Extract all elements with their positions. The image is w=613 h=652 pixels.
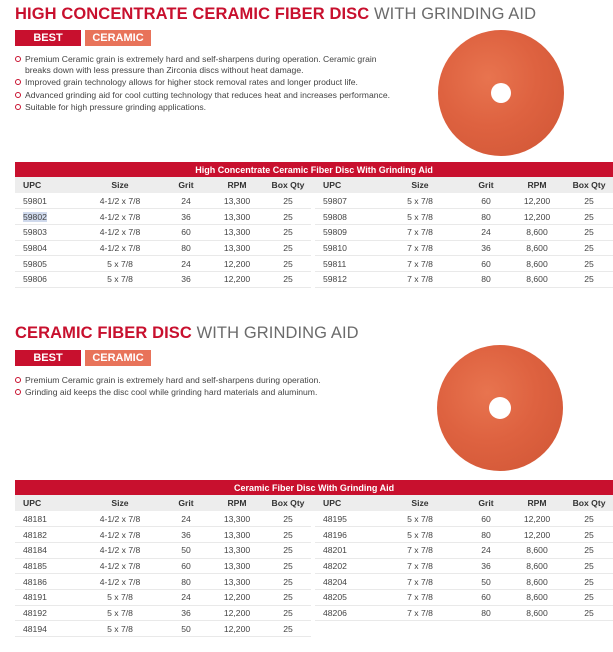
cell-size: 4-1/2 x 7/8	[77, 240, 163, 256]
cell-rpm: 12,200	[209, 621, 265, 637]
table-row	[15, 209, 613, 225]
cell-box-qty: 25	[265, 240, 311, 256]
cell-upc	[15, 209, 77, 225]
fiber-disc-image	[437, 345, 563, 471]
cell-rpm: 13,300	[209, 224, 265, 240]
table-header-row	[15, 177, 613, 193]
cell-size: 7 x 7/8	[377, 240, 463, 256]
cell-size: 7 x 7/8	[377, 574, 463, 590]
empty-cell	[509, 621, 565, 637]
bullet-icon	[15, 56, 21, 62]
cell-box-qty: 25	[265, 542, 311, 558]
feature-item: Improved grain technology allows for higher stock removal rates and longer product life.	[15, 77, 395, 88]
cell-size: 5 x 7/8	[377, 209, 463, 225]
table-row	[15, 605, 613, 621]
empty-cell	[463, 621, 509, 637]
badge-row	[15, 350, 151, 366]
badge-ceramic: CERAMIC	[85, 350, 151, 366]
col-size: Size	[377, 177, 463, 193]
cell-box-qty: 25	[565, 511, 613, 527]
table-header-row	[15, 495, 613, 511]
cell-grit: 60	[463, 193, 509, 209]
feature-item: Premium Ceramic grain is extremely hard and self-sharpens during operation.	[15, 375, 395, 386]
cell-size: 7 x 7/8	[377, 224, 463, 240]
cell-box-qty: 25	[565, 209, 613, 225]
cell-rpm: 12,200	[209, 256, 265, 272]
col-grit: Grit	[463, 177, 509, 193]
table-row	[15, 542, 613, 558]
bullet-icon	[15, 79, 21, 85]
cell-rpm: 8,600	[509, 542, 565, 558]
cell-box-qty: 25	[265, 574, 311, 590]
cell-grit: 80	[463, 271, 509, 287]
cell-upc: 48185	[15, 558, 77, 574]
cell-upc: 59807	[315, 193, 377, 209]
cell-box-qty: 25	[565, 605, 613, 621]
cell-upc: 48195	[315, 511, 377, 527]
cell-grit: 80	[463, 527, 509, 543]
cell-grit: 80	[463, 605, 509, 621]
cell-box-qty: 25	[565, 574, 613, 590]
cell-rpm: 12,200	[509, 209, 565, 225]
table-row	[15, 621, 613, 637]
empty-cell	[377, 621, 463, 637]
cell-grit: 60	[163, 558, 209, 574]
feature-item: Grinding aid keeps the disc cool while grinding hard materials and aluminum.	[15, 387, 395, 398]
cell-size: 7 x 7/8	[377, 589, 463, 605]
cell-size: 5 x 7/8	[77, 605, 163, 621]
table-row	[15, 574, 613, 590]
cell-grit: 24	[463, 224, 509, 240]
badge-row	[15, 30, 151, 46]
cell-size: 4-1/2 x 7/8	[77, 542, 163, 558]
cell-box-qty: 25	[565, 271, 613, 287]
cell-size: 5 x 7/8	[377, 511, 463, 527]
table-row	[15, 193, 613, 209]
cell-size: 5 x 7/8	[77, 256, 163, 272]
title-main: HIGH CONCENTRATE CERAMIC FIBER DISC	[15, 5, 370, 23]
bullet-icon	[15, 377, 21, 383]
col-box-qty: Box Qty	[265, 495, 311, 511]
cell-upc: 48201	[315, 542, 377, 558]
col-grit: Grit	[163, 495, 209, 511]
cell-grit: 60	[463, 511, 509, 527]
cell-size: 4-1/2 x 7/8	[77, 527, 163, 543]
table-row	[15, 271, 613, 287]
cell-box-qty: 25	[565, 558, 613, 574]
cell-box-qty: 25	[565, 256, 613, 272]
cell-grit: 36	[163, 271, 209, 287]
cell-upc: 48186	[15, 574, 77, 590]
col-rpm: RPM	[209, 495, 265, 511]
cell-grit: 80	[163, 240, 209, 256]
col-box-qty: Box Qty	[565, 495, 613, 511]
selected-text-highlight: 59802	[23, 211, 47, 222]
disc-center-hole	[491, 83, 511, 103]
cell-upc: 59812	[315, 271, 377, 287]
cell-upc: 48196	[315, 527, 377, 543]
cell-size: 4-1/2 x 7/8	[77, 209, 163, 225]
cell-grit: 24	[163, 511, 209, 527]
cell-upc: 48184	[15, 542, 77, 558]
cell-upc: 48192	[15, 605, 77, 621]
cell-box-qty: 25	[265, 621, 311, 637]
cell-grit: 80	[463, 209, 509, 225]
col-box-qty: Box Qty	[265, 177, 311, 193]
col-grit: Grit	[463, 495, 509, 511]
cell-box-qty: 25	[565, 193, 613, 209]
cell-grit: 60	[163, 224, 209, 240]
feature-list	[15, 54, 395, 114]
cell-grit: 24	[163, 193, 209, 209]
cell-upc: 48182	[15, 527, 77, 543]
cell-grit: 80	[163, 574, 209, 590]
cell-grit: 24	[463, 542, 509, 558]
cell-size: 7 x 7/8	[377, 605, 463, 621]
cell-grit: 60	[463, 256, 509, 272]
cell-upc: 59803	[15, 224, 77, 240]
cell-rpm: 12,200	[209, 271, 265, 287]
cell-box-qty: 25	[265, 224, 311, 240]
cell-size: 4-1/2 x 7/8	[77, 193, 163, 209]
col-box-qty: Box Qty	[565, 177, 613, 193]
cell-rpm: 8,600	[509, 558, 565, 574]
badge-ceramic: CERAMIC	[85, 30, 151, 46]
cell-box-qty: 25	[265, 605, 311, 621]
cell-size: 4-1/2 x 7/8	[77, 574, 163, 590]
cell-upc: 59804	[15, 240, 77, 256]
cell-rpm: 13,300	[209, 542, 265, 558]
cell-rpm: 12,200	[509, 511, 565, 527]
cell-rpm: 8,600	[509, 271, 565, 287]
bullet-icon	[15, 104, 21, 110]
table-row	[15, 589, 613, 605]
col-upc: UPC	[315, 495, 377, 511]
title-sub: WITH GRINDING AID	[196, 324, 359, 342]
col-rpm: RPM	[209, 177, 265, 193]
title-main: CERAMIC FIBER DISC	[15, 324, 192, 342]
cell-upc: 48205	[315, 589, 377, 605]
cell-rpm: 13,300	[209, 240, 265, 256]
cell-size: 4-1/2 x 7/8	[77, 511, 163, 527]
cell-rpm: 12,200	[209, 605, 265, 621]
badge-best: BEST	[15, 30, 81, 46]
cell-grit: 50	[163, 542, 209, 558]
section-title	[15, 324, 359, 343]
table-row	[15, 224, 613, 240]
cell-grit: 36	[163, 605, 209, 621]
cell-grit: 50	[463, 574, 509, 590]
cell-upc: 48204	[315, 574, 377, 590]
empty-cell	[315, 621, 377, 637]
cell-size: 5 x 7/8	[77, 621, 163, 637]
cell-size: 7 x 7/8	[377, 271, 463, 287]
cell-upc: 48202	[315, 558, 377, 574]
cell-rpm: 13,300	[209, 558, 265, 574]
product-table	[15, 162, 613, 288]
col-upc: UPC	[315, 177, 377, 193]
bullet-icon	[15, 92, 21, 98]
cell-box-qty: 25	[265, 256, 311, 272]
cell-upc: 48194	[15, 621, 77, 637]
cell-upc: 59811	[315, 256, 377, 272]
cell-size: 5 x 7/8	[77, 589, 163, 605]
empty-cell	[565, 621, 613, 637]
product-table	[15, 480, 613, 637]
cell-grit: 36	[163, 527, 209, 543]
cell-size: 4-1/2 x 7/8	[77, 558, 163, 574]
section-title	[15, 5, 536, 24]
col-rpm: RPM	[509, 177, 565, 193]
cell-upc: 59806	[15, 271, 77, 287]
section-high-concentrate	[0, 0, 606, 300]
cell-grit: 60	[463, 589, 509, 605]
col-upc: UPC	[15, 495, 77, 511]
cell-box-qty: 25	[565, 542, 613, 558]
cell-upc: 59801	[15, 193, 77, 209]
col-size: Size	[77, 177, 163, 193]
bullet-icon	[15, 389, 21, 395]
cell-upc: 59810	[315, 240, 377, 256]
cell-rpm: 8,600	[509, 256, 565, 272]
feature-item: Premium Ceramic grain is extremely hard and self-sharpens during operation. Ceramic grain breaks down with less pressure than Zirconia discs without heat damage.	[15, 54, 395, 76]
cell-box-qty: 25	[265, 527, 311, 543]
cell-upc: 48206	[315, 605, 377, 621]
col-size: Size	[377, 495, 463, 511]
table-row	[15, 558, 613, 574]
cell-rpm: 12,200	[509, 193, 565, 209]
cell-grit: 36	[463, 240, 509, 256]
cell-box-qty: 25	[565, 527, 613, 543]
cell-box-qty: 25	[265, 558, 311, 574]
cell-box-qty: 25	[565, 224, 613, 240]
cell-size: 5 x 7/8	[77, 271, 163, 287]
feature-list	[15, 375, 395, 399]
cell-box-qty: 25	[265, 209, 311, 225]
cell-size: 7 x 7/8	[377, 542, 463, 558]
cell-grit: 50	[163, 621, 209, 637]
cell-box-qty: 25	[265, 193, 311, 209]
cell-rpm: 13,300	[209, 209, 265, 225]
feature-item: Advanced grinding aid for cool cutting technology that reduces heat and increases performance.	[15, 90, 395, 101]
table-row	[15, 240, 613, 256]
col-size: Size	[77, 495, 163, 511]
table-row	[15, 527, 613, 543]
cell-size: 4-1/2 x 7/8	[77, 224, 163, 240]
disc-center-hole	[489, 397, 511, 419]
cell-rpm: 8,600	[509, 574, 565, 590]
cell-size: 7 x 7/8	[377, 558, 463, 574]
table-row	[15, 511, 613, 527]
col-grit: Grit	[163, 177, 209, 193]
cell-size: 5 x 7/8	[377, 527, 463, 543]
cell-rpm: 13,300	[209, 574, 265, 590]
cell-rpm: 13,300	[209, 511, 265, 527]
cell-upc: 59809	[315, 224, 377, 240]
badge-best: BEST	[15, 350, 81, 366]
col-upc: UPC	[15, 177, 77, 193]
cell-box-qty: 25	[265, 589, 311, 605]
cell-upc: 48191	[15, 589, 77, 605]
table-caption: High Concentrate Ceramic Fiber Disc With Grinding Aid	[15, 162, 613, 177]
cell-upc: 59805	[15, 256, 77, 272]
title-sub: WITH GRINDING AID	[373, 5, 537, 23]
table-row	[15, 256, 613, 272]
cell-rpm: 8,600	[509, 605, 565, 621]
cell-box-qty: 25	[565, 589, 613, 605]
cell-rpm: 8,600	[509, 224, 565, 240]
cell-size: 5 x 7/8	[377, 193, 463, 209]
cell-rpm: 12,200	[509, 527, 565, 543]
fiber-disc-image	[438, 30, 564, 156]
col-rpm: RPM	[509, 495, 565, 511]
cell-rpm: 13,300	[209, 527, 265, 543]
cell-box-qty: 25	[265, 511, 311, 527]
cell-rpm: 8,600	[509, 240, 565, 256]
cell-upc: 48181	[15, 511, 77, 527]
cell-box-qty: 25	[565, 240, 613, 256]
cell-rpm: 12,200	[209, 589, 265, 605]
cell-grit: 24	[163, 256, 209, 272]
cell-rpm: 8,600	[509, 589, 565, 605]
feature-item: Suitable for high pressure grinding applications.	[15, 102, 395, 113]
cell-grit: 36	[463, 558, 509, 574]
table-caption: Ceramic Fiber Disc With Grinding Aid	[15, 480, 613, 495]
cell-upc: 59808	[315, 209, 377, 225]
cell-rpm: 13,300	[209, 193, 265, 209]
cell-box-qty: 25	[265, 271, 311, 287]
cell-grit: 24	[163, 589, 209, 605]
cell-size: 7 x 7/8	[377, 256, 463, 272]
cell-grit: 36	[163, 209, 209, 225]
section-ceramic-fiber	[0, 322, 606, 652]
